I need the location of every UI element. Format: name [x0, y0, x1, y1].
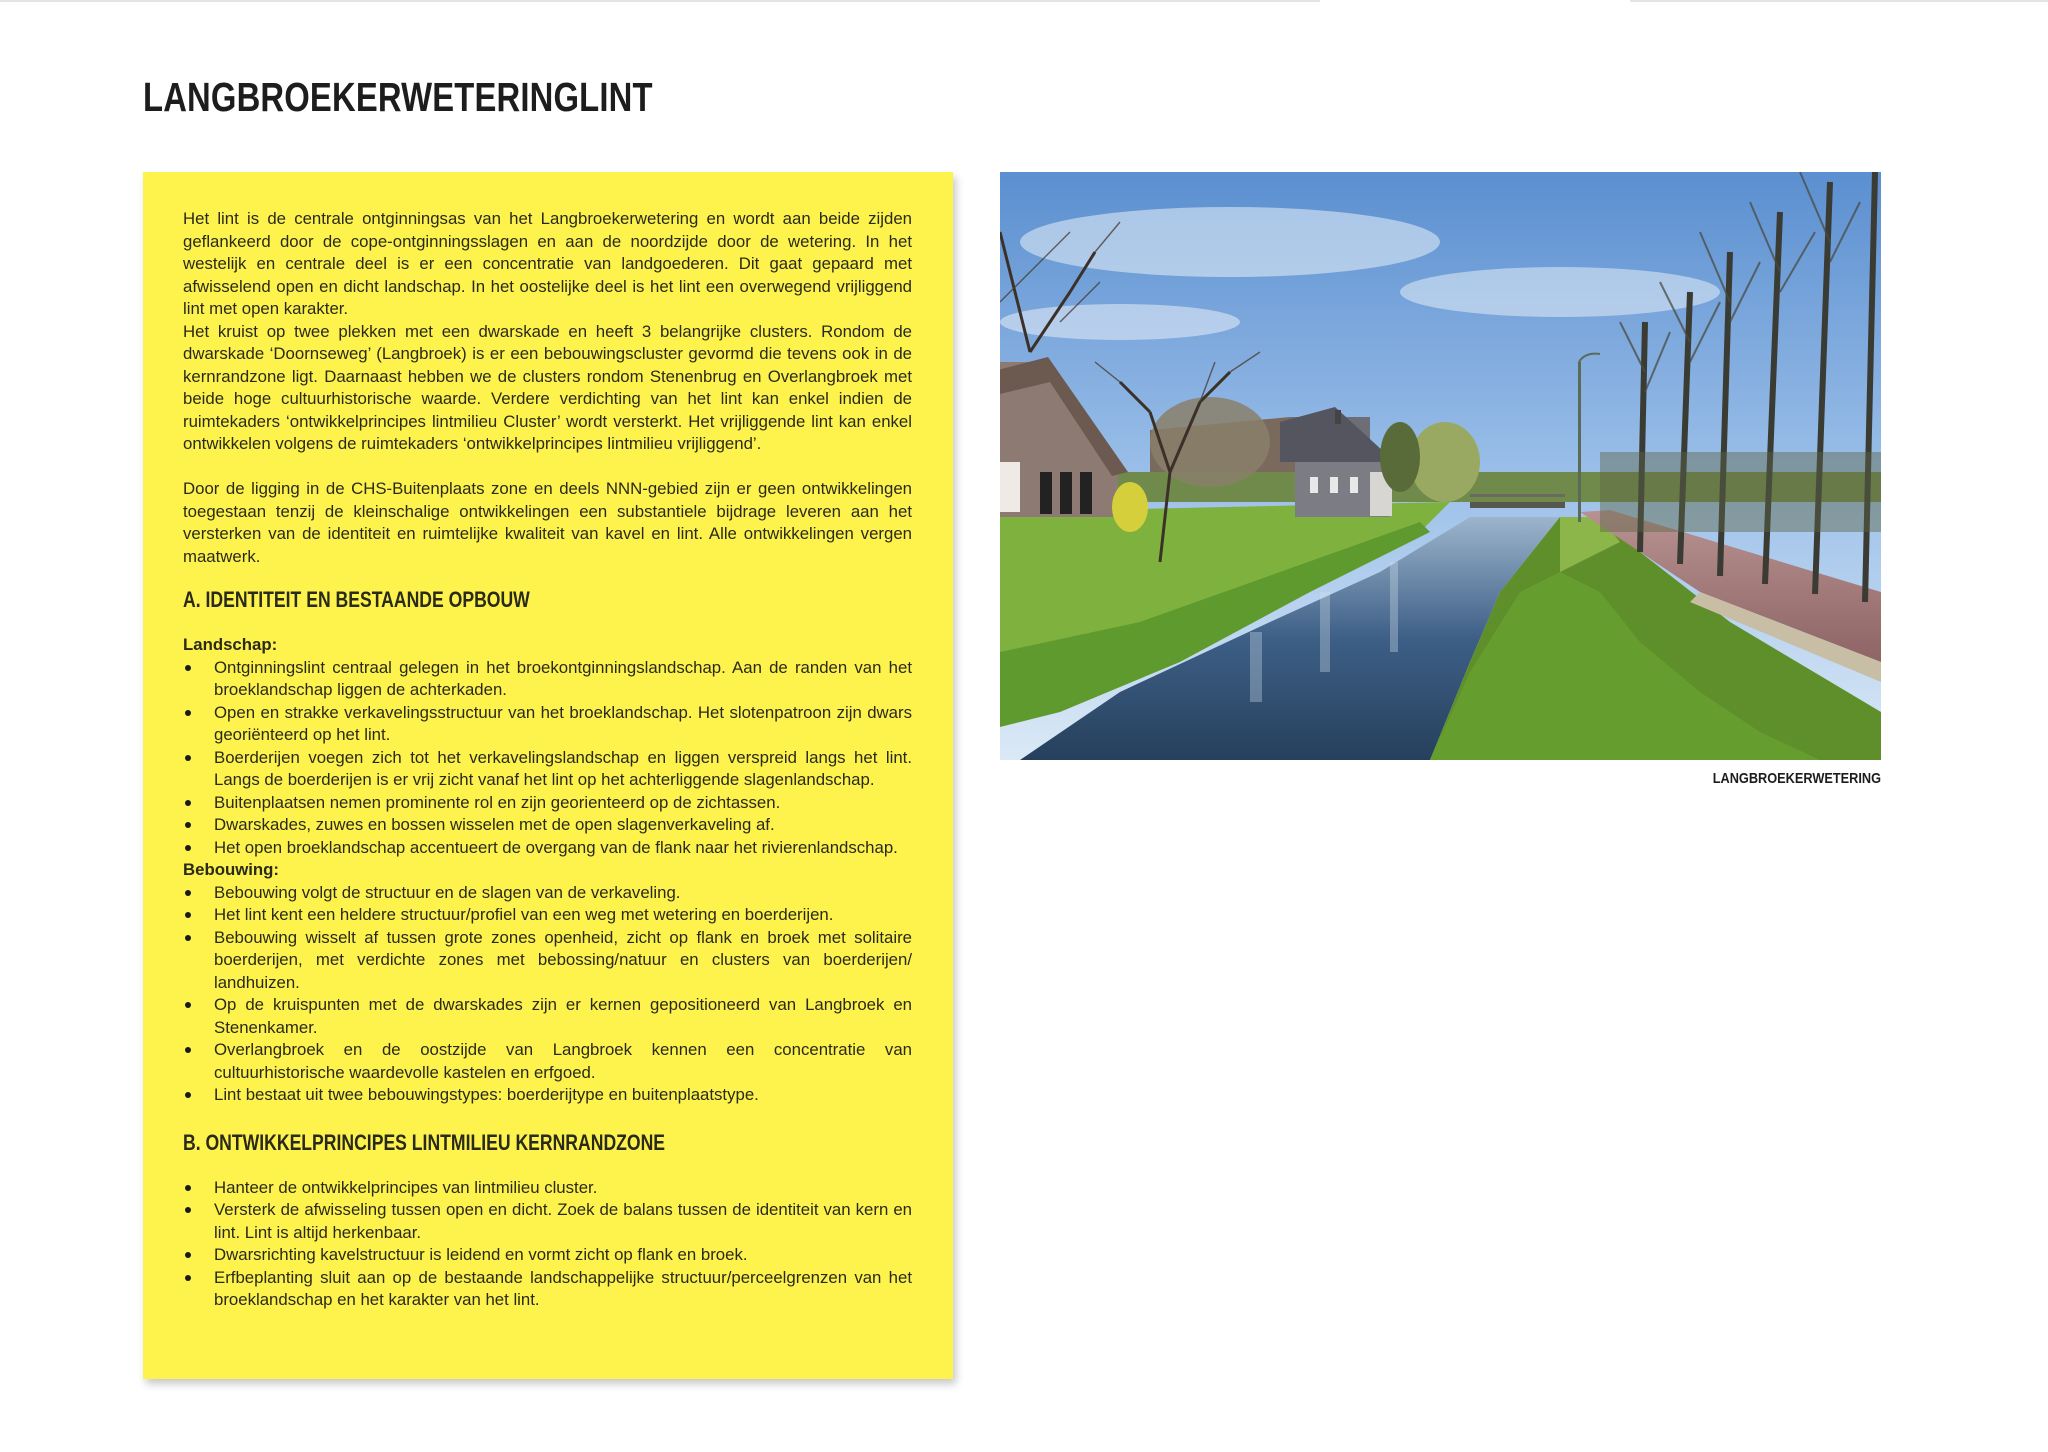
photo-caption	[1000, 770, 1881, 787]
landschap-list	[183, 657, 912, 860]
list-item: Bebouwing volgt de structuur en de slagen van de verkaveling.	[183, 882, 912, 905]
photo-caption-text: LANGBROEKERWETERING	[1712, 770, 1881, 787]
list-item: Hanteer de ontwikkelprincipes van lintmilieu cluster.	[183, 1177, 912, 1200]
top-rule-right	[1630, 0, 2048, 2]
section-a-heading: A. IDENTITEIT EN BESTAANDE OPBOUW	[183, 587, 530, 612]
top-rule-left	[0, 0, 1320, 2]
canal-photo	[1000, 172, 1881, 760]
list-item: Bebouwing wisselt af tussen grote zones openheid, zicht op flank en broek met solitaire boerderijen, met verdichte zones met bebossing/natuur en clusters van boerderijen/ landhuizen.	[183, 927, 912, 995]
list-item: Dwarskades, zuwes en bossen wisselen met de open slagenverkaveling af.	[183, 814, 912, 837]
list-item: Het lint kent een heldere structuur/profiel van een weg met wetering en boerderijen.	[183, 904, 912, 927]
list-item: Buitenplaatsen nemen prominente rol en zijn georienteerd op de zichtassen.	[183, 792, 912, 815]
list-item: Versterk de afwisseling tussen open en dicht. Zoek de balans tussen de identiteit van kern en lint. Lint is altijd herkenbaar.	[183, 1199, 912, 1244]
intro-paragraph-3: Door de ligging in de CHS-Buitenplaats zone en deels NNN-gebied zijn er geen ontwikkelingen toegestaan tenzij de kleinschalige ontwikkelingen een substantiele bijdrage leveren aan het versterken van de identiteit en ruimtelijke kwaliteit van kavel en lint. Alle ontwikkelingen vergen maatwerk.	[183, 479, 912, 566]
list-item: Boerderijen voegen zich tot het verkavelingslandschap en liggen verspreid langs het lint. Langs de boerderijen is er vrij zicht vanaf het lint op het achterliggende slagenlandschap.	[183, 747, 912, 792]
list-item: Op de kruispunten met de dwarskades zijn er kernen gepositioneerd van Langbroek en Stenenkamer.	[183, 994, 912, 1039]
list-item: Overlangbroek en de oostzijde van Langbroek kennen een concentratie van cultuurhistorische waardevolle kastelen en erfgoed.	[183, 1039, 912, 1084]
text-panel	[143, 172, 953, 1379]
bebouwing-label: Bebouwing:	[183, 860, 280, 879]
paragraph-gap	[183, 456, 912, 479]
principles-list	[183, 1177, 912, 1312]
list-item: Het open broeklandschap accentueert de overgang van de flank naar het rivierenlandschap.	[183, 837, 912, 860]
bebouwing-list	[183, 882, 912, 1107]
page-title: LANGBROEKERWETERINGLINT	[143, 74, 653, 120]
landschap-label: Landschap:	[183, 635, 278, 654]
list-item: Lint bestaat uit twee bebouwingstypes: boerderijtype en buitenplaatstype.	[183, 1084, 912, 1107]
list-item: Dwarsrichting kavelstructuur is leidend en vormt zicht op flank en broek.	[183, 1244, 912, 1267]
list-item: Open en strakke verkavelingsstructuur van het broeklandschap. Het slotenpatroon zijn dwars georiënteerd op het lint.	[183, 702, 912, 747]
intro-paragraph-2: Het kruist op twee plekken met een dwarskade en heeft 3 belangrijke clusters. Rondom de dwarskade ‘Doornseweg’ (Langbroek) is er een bebouwingscluster gevormd die tevens ook in de kernrandzone ligt. Daarnaast hebben we de clusters rondom Stenenbrug en Overlangbroek met beide hoge cultuurhistorische waarde. Verdere verdichting van het lint kan enkel indien de ruimtekaders ‘ontwikkelprincipes lintmilieu Cluster’ wordt versterkt. Het vrijliggende lint kan enkel ontwikkelen volgens de ruimtekaders ‘ontwikkelprincipes lintmilieu vrijliggend’.	[183, 321, 912, 453]
intro-paragraph-1: Het lint is de centrale ontginningsas van het Langbroekerwetering en wordt aan beide zijden geflankeerd door de cope-ontginningsslagen en aan de noordzijde door de wetering. In het westelijk en centrale deel is er een concentratie van landgoederen. Dit gaat gepaard met afwisselend open en dicht landschap. In het oostelijke deel is het lint een overwegend vrijliggend lint met open karakter.	[183, 209, 912, 318]
list-item: Erfbeplanting sluit aan op de bestaande landschappelijke structuur/perceelgrenzen van het broeklandschap en het karakter van het lint.	[183, 1267, 912, 1312]
list-item: Ontginningslint centraal gelegen in het broekontginningslandschap. Aan de randen van het broeklandschap liggen de achterkaden.	[183, 657, 912, 702]
section-b-heading: B. ONTWIKKELPRINCIPES LINTMILIEU KERNRANDZONE	[183, 1129, 666, 1155]
